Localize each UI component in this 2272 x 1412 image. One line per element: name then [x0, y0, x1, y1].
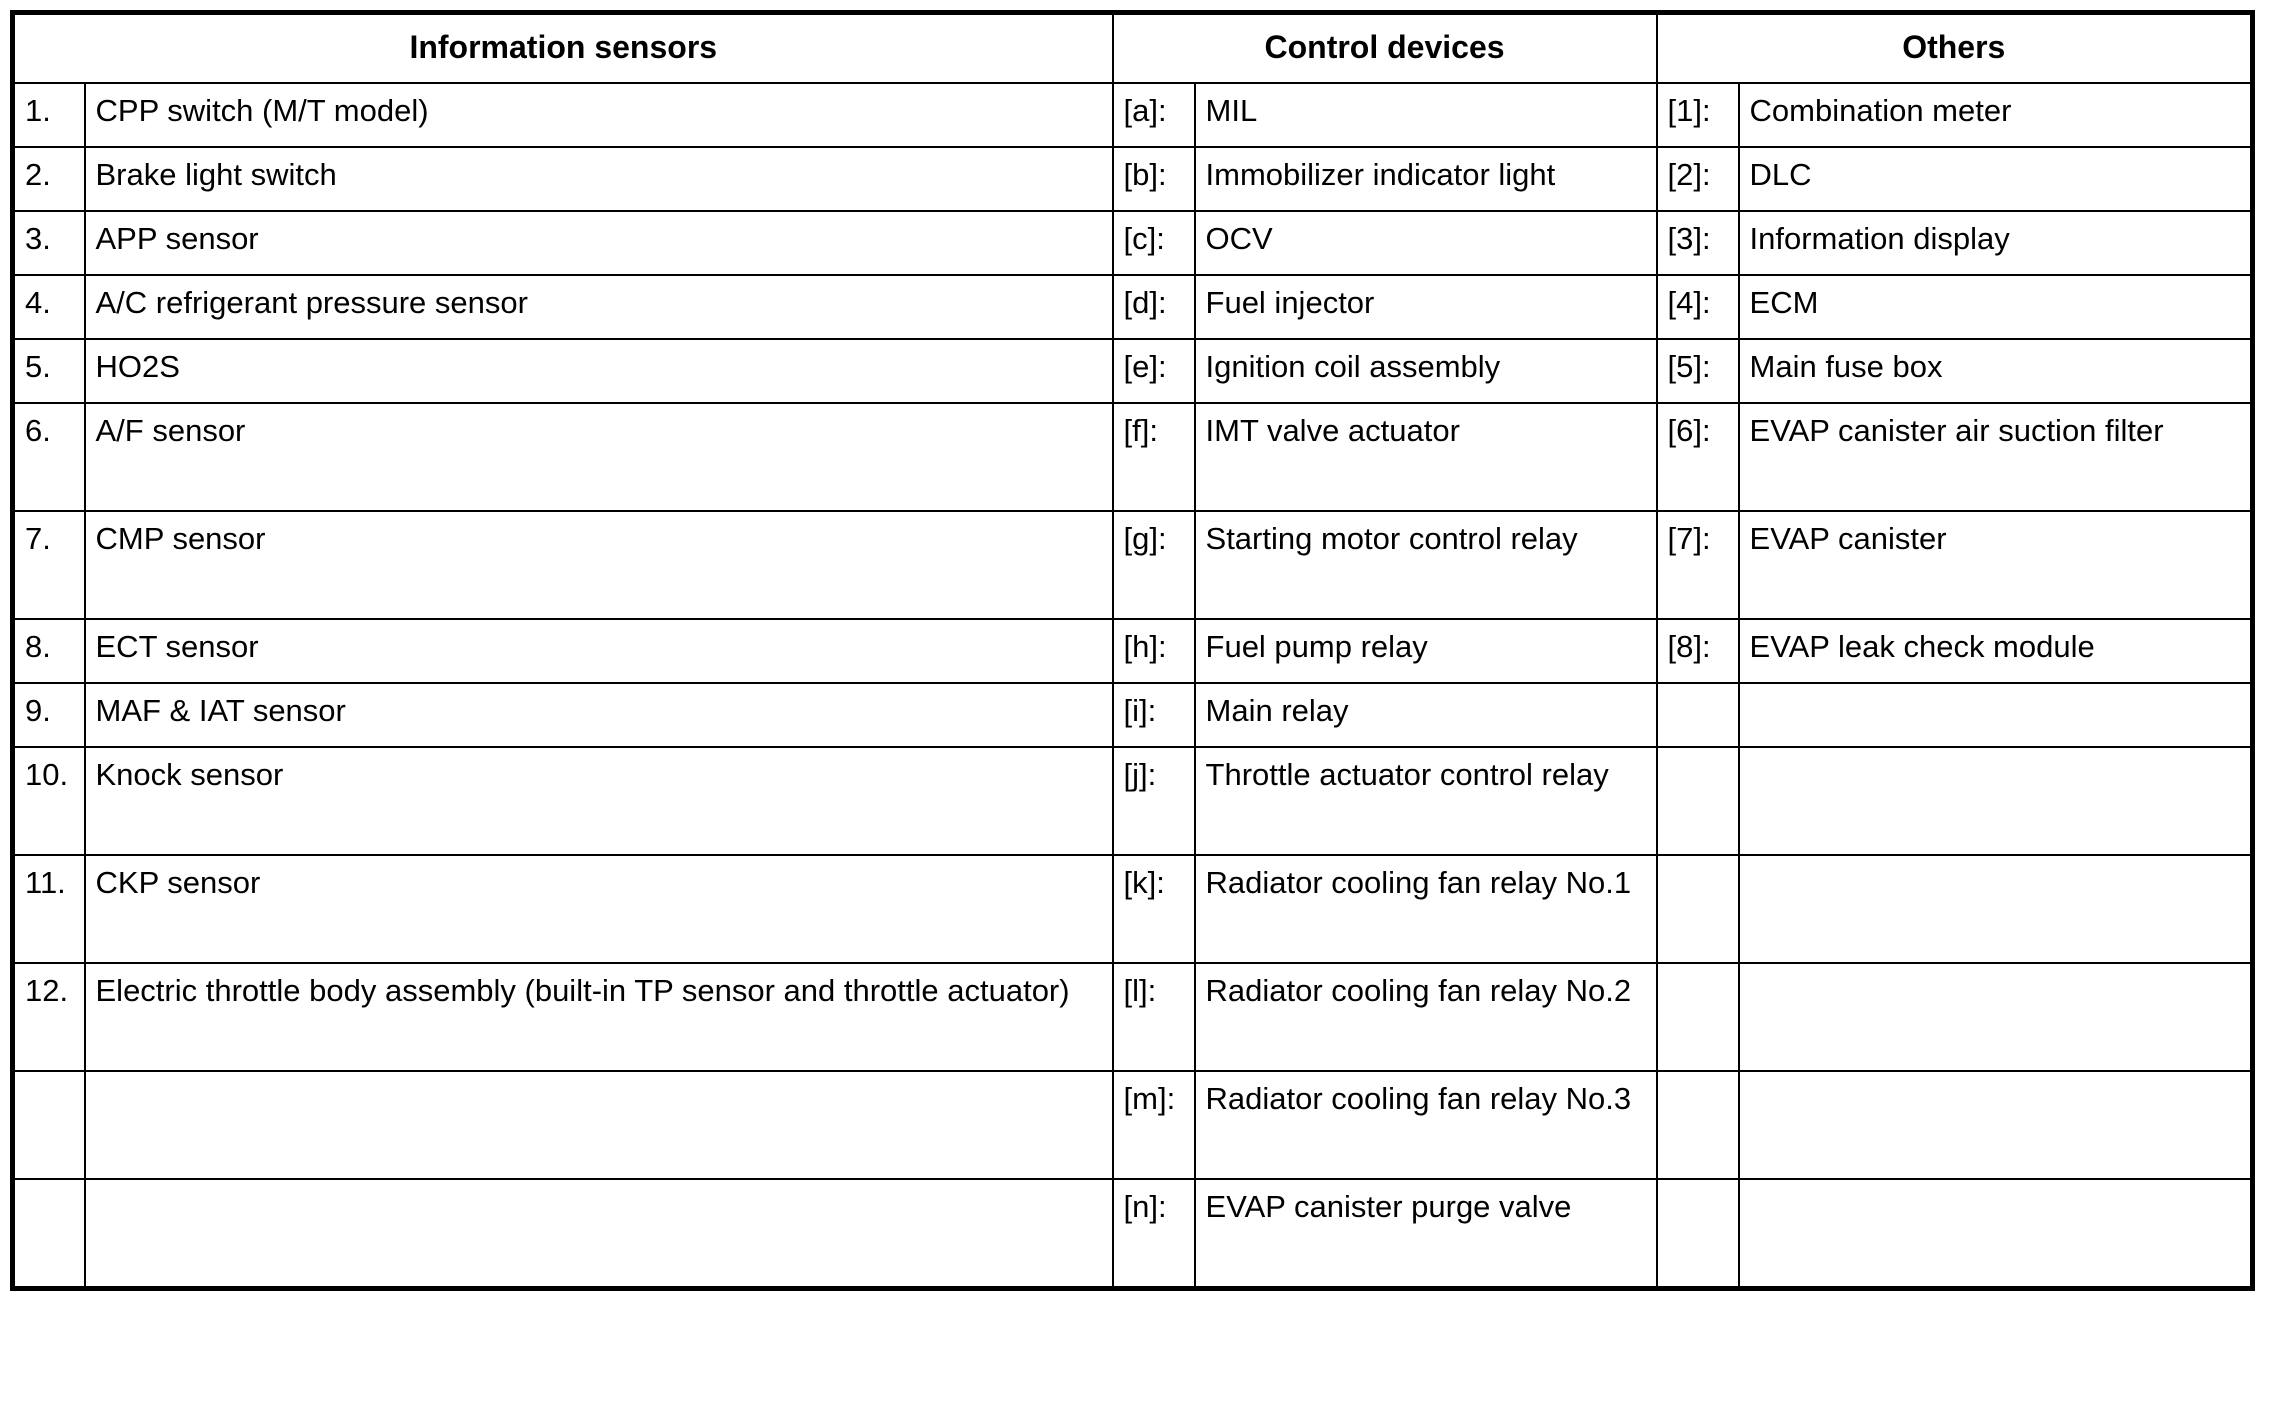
table-row [13, 747, 2253, 855]
table-row [13, 147, 2253, 211]
control-label: Fuel pump relay [1195, 619, 1657, 683]
sensor-number [13, 1071, 85, 1179]
control-key: [d]: [1113, 275, 1195, 339]
other-ref: [2]: [1657, 147, 1739, 211]
sensor-label [85, 1071, 1113, 1179]
other-ref [1657, 747, 1739, 855]
sensor-number: 6. [13, 403, 85, 511]
other-label [1739, 747, 2253, 855]
sensor-number: 8. [13, 619, 85, 683]
control-key: [j]: [1113, 747, 1195, 855]
other-label [1739, 1071, 2253, 1179]
other-label [1739, 683, 2253, 747]
other-ref [1657, 855, 1739, 963]
header-control-devices: Control devices [1113, 13, 1657, 84]
other-ref [1657, 1179, 1739, 1289]
sensor-label: Brake light switch [85, 147, 1113, 211]
other-label: EVAP canister [1739, 511, 2253, 619]
control-key: [k]: [1113, 855, 1195, 963]
component-legend-table [10, 10, 2255, 1291]
other-label: EVAP leak check module [1739, 619, 2253, 683]
sensor-label: A/C refrigerant pressure sensor [85, 275, 1113, 339]
control-key: [h]: [1113, 619, 1195, 683]
other-label: Combination meter [1739, 83, 2253, 147]
other-ref: [1]: [1657, 83, 1739, 147]
table-row [13, 619, 2253, 683]
table-row [13, 1179, 2253, 1289]
sensor-number: 3. [13, 211, 85, 275]
control-label: Fuel injector [1195, 275, 1657, 339]
table-row [13, 211, 2253, 275]
sensor-number: 7. [13, 511, 85, 619]
control-label: Radiator cooling fan relay No.2 [1195, 963, 1657, 1071]
table-row [13, 83, 2253, 147]
other-label: ECM [1739, 275, 2253, 339]
control-key: [c]: [1113, 211, 1195, 275]
control-key: [m]: [1113, 1071, 1195, 1179]
control-label: Immobilizer indicator light [1195, 147, 1657, 211]
control-key: [n]: [1113, 1179, 1195, 1289]
control-label: Main relay [1195, 683, 1657, 747]
other-label: Main fuse box [1739, 339, 2253, 403]
table-row [13, 339, 2253, 403]
other-ref [1657, 1071, 1739, 1179]
sensor-number: 5. [13, 339, 85, 403]
control-label: Radiator cooling fan relay No.1 [1195, 855, 1657, 963]
sensor-number: 1. [13, 83, 85, 147]
sensor-label: ECT sensor [85, 619, 1113, 683]
sensor-label: CMP sensor [85, 511, 1113, 619]
control-label: Ignition coil assembly [1195, 339, 1657, 403]
sensor-number: 9. [13, 683, 85, 747]
control-label: EVAP canister purge valve [1195, 1179, 1657, 1289]
table-row [13, 403, 2253, 511]
control-key: [f]: [1113, 403, 1195, 511]
other-ref [1657, 683, 1739, 747]
sensor-number: 11. [13, 855, 85, 963]
control-label: Throttle actuator control relay [1195, 747, 1657, 855]
sensor-label: MAF & IAT sensor [85, 683, 1113, 747]
other-ref: [3]: [1657, 211, 1739, 275]
sensor-label: CKP sensor [85, 855, 1113, 963]
other-ref [1657, 963, 1739, 1071]
other-ref: [5]: [1657, 339, 1739, 403]
other-ref: [4]: [1657, 275, 1739, 339]
sensor-number: 12. [13, 963, 85, 1071]
control-key: [a]: [1113, 83, 1195, 147]
sensor-number: 2. [13, 147, 85, 211]
other-label: EVAP canister air suction filter [1739, 403, 2253, 511]
control-label: Starting motor control relay [1195, 511, 1657, 619]
sensor-label: CPP switch (M/T model) [85, 83, 1113, 147]
control-label: OCV [1195, 211, 1657, 275]
header-information-sensors: Information sensors [13, 13, 1113, 84]
sensor-label: Knock sensor [85, 747, 1113, 855]
control-label: IMT valve actuator [1195, 403, 1657, 511]
sensor-label: A/F sensor [85, 403, 1113, 511]
control-key: [b]: [1113, 147, 1195, 211]
table-row [13, 1071, 2253, 1179]
table-row [13, 963, 2253, 1071]
table-row [13, 683, 2253, 747]
sensor-number: 4. [13, 275, 85, 339]
other-label [1739, 855, 2253, 963]
sensor-label: Electric throttle body assembly (built-in TP sensor and throttle actuator) [85, 963, 1113, 1071]
other-ref: [8]: [1657, 619, 1739, 683]
other-label [1739, 1179, 2253, 1289]
other-label: Information display [1739, 211, 2253, 275]
other-ref: [7]: [1657, 511, 1739, 619]
table-row [13, 511, 2253, 619]
sensor-number: 10. [13, 747, 85, 855]
control-label: MIL [1195, 83, 1657, 147]
table-header-row [13, 13, 2253, 84]
other-ref: [6]: [1657, 403, 1739, 511]
table-row [13, 855, 2253, 963]
control-key: [g]: [1113, 511, 1195, 619]
control-key: [l]: [1113, 963, 1195, 1071]
control-key: [i]: [1113, 683, 1195, 747]
other-label [1739, 963, 2253, 1071]
header-others: Others [1657, 13, 2253, 84]
sensor-number [13, 1179, 85, 1289]
control-label: Radiator cooling fan relay No.3 [1195, 1071, 1657, 1179]
sensor-label: APP sensor [85, 211, 1113, 275]
other-label: DLC [1739, 147, 2253, 211]
sensor-label [85, 1179, 1113, 1289]
sensor-label: HO2S [85, 339, 1113, 403]
control-key: [e]: [1113, 339, 1195, 403]
table-row [13, 275, 2253, 339]
